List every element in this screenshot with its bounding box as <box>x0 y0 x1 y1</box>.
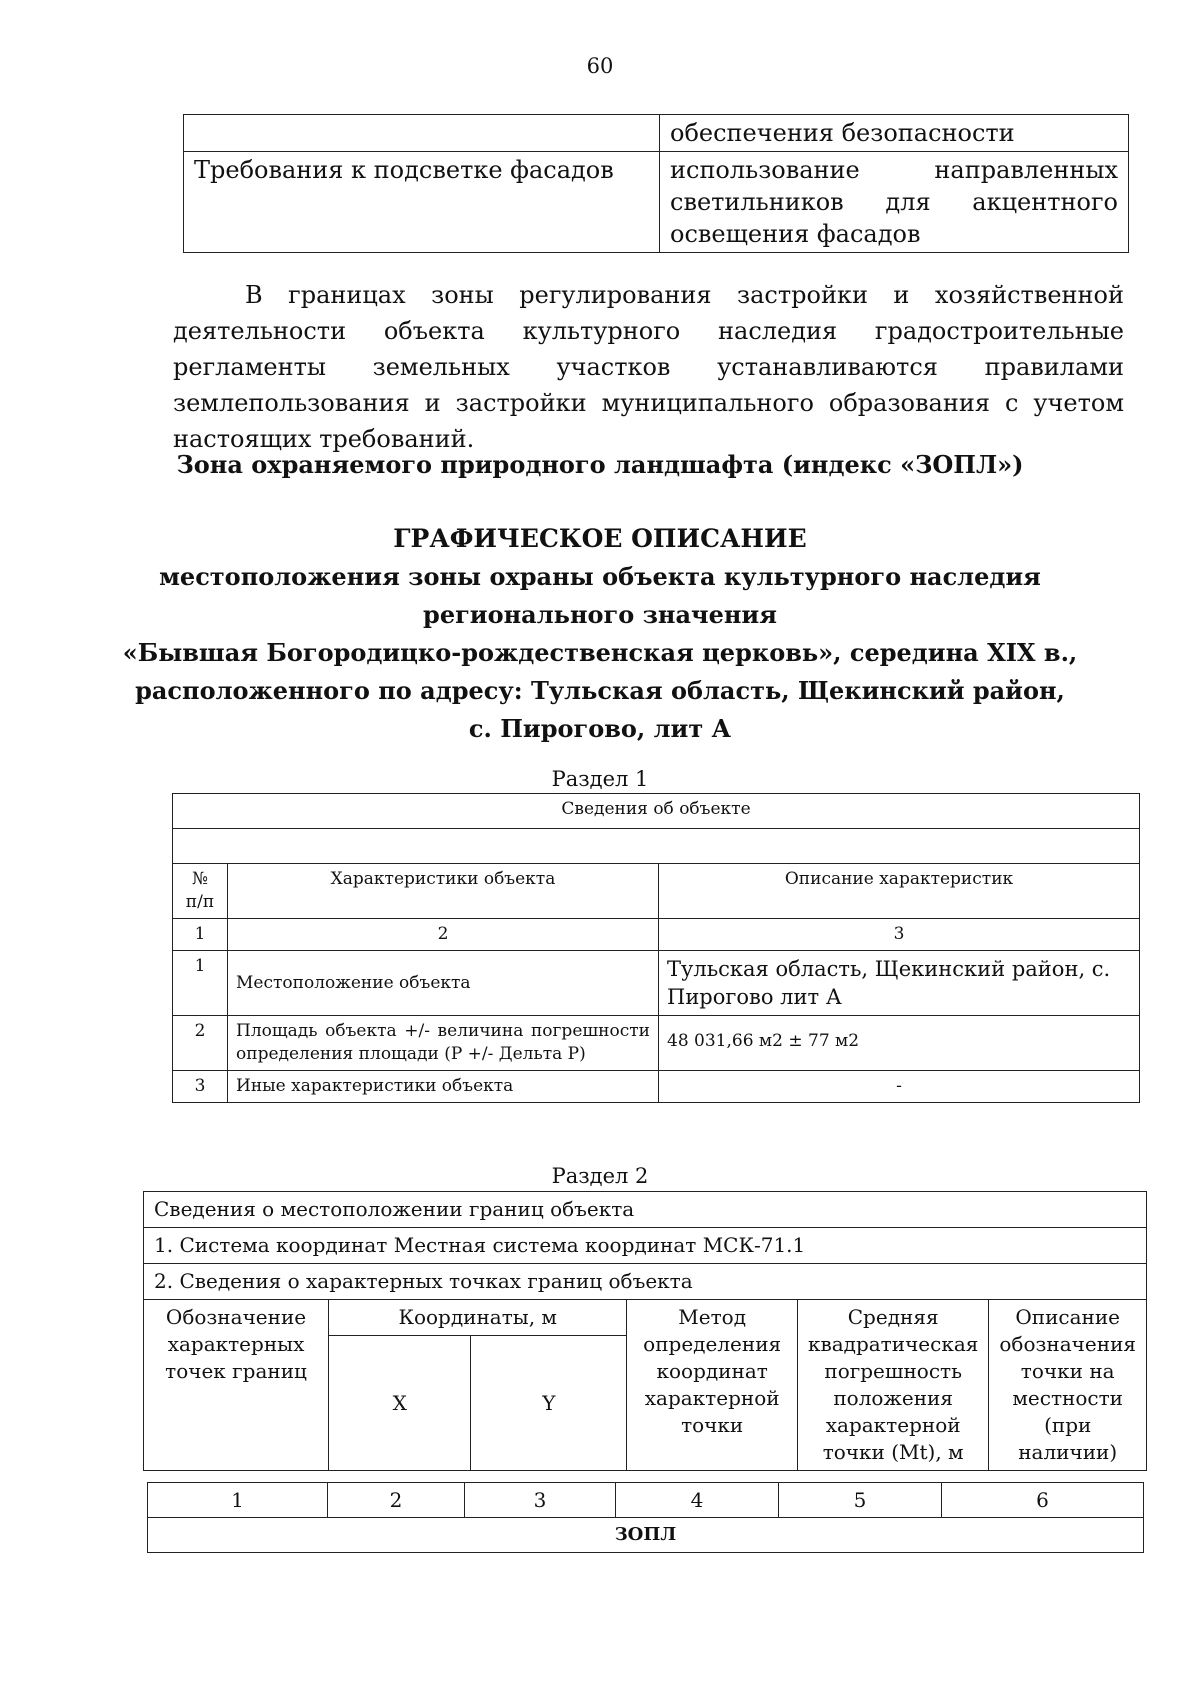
table-row <box>148 1483 1144 1518</box>
table-cell <box>173 829 1140 864</box>
facade-requirements-table <box>183 114 1129 253</box>
table-row <box>173 1071 1140 1103</box>
table-cell: обеспечения безопасности <box>660 115 1129 152</box>
column-number: 6 <box>942 1483 1144 1518</box>
table-cell <box>184 115 660 152</box>
characteristic-value: 48 031,66 м2 ± 77 м2 <box>659 1016 1140 1071</box>
table-row <box>144 1264 1147 1300</box>
section1-table <box>172 793 1140 1103</box>
column-header: Средняя квадратическая погрешность положения характерной точки (Mt), м <box>797 1300 988 1471</box>
column-header: Y <box>471 1336 627 1471</box>
table-row <box>144 1300 1147 1336</box>
heading-line: местоположения зоны охраны объекта культурного наследия <box>159 562 1041 591</box>
column-header: Описание характеристик <box>659 864 1140 919</box>
table-row <box>173 919 1140 951</box>
info-row: Сведения о местоположении границ объекта <box>144 1192 1147 1228</box>
info-row: 1. Система координат Местная система координат МСК-71.1 <box>144 1228 1147 1264</box>
column-header: Характеристики объекта <box>228 864 659 919</box>
section2-caption: Раздел 2 <box>551 1164 649 1188</box>
column-number: 2 <box>328 1483 465 1518</box>
row-number: 1 <box>173 951 228 1016</box>
characteristic-name: Площадь объекта +/- величина погрешности определения площади (Р +/- Дельта Р) <box>228 1016 659 1071</box>
table-row <box>184 115 1129 152</box>
heading: ГРАФИЧЕСКОЕ ОПИСАНИЕ <box>393 524 807 553</box>
table-cell: Требования к подсветке фасадов <box>184 152 660 253</box>
table-row <box>144 1228 1147 1264</box>
column-header: Метод определения координат характерной точки <box>627 1300 798 1471</box>
heading-line: расположенного по адресу: Тульская область, Щекинский район, <box>135 676 1065 705</box>
column-header: Обозначение характерных точек границ <box>144 1300 329 1471</box>
table-row <box>173 1016 1140 1071</box>
table-row <box>173 794 1140 829</box>
characteristic-value: Тульская область, Щекинский район, с. Пирогово лит А <box>659 951 1140 1016</box>
column-header: X <box>329 1336 471 1471</box>
section2-table <box>143 1191 1147 1471</box>
page-number: 60 <box>586 54 614 78</box>
row-number: 2 <box>173 1016 228 1071</box>
heading-line: «Бывшая Богородицко-рождественская церковь», середина XIX в., <box>122 638 1078 667</box>
table-row <box>144 1192 1147 1228</box>
column-number: 2 <box>228 919 659 951</box>
table-header: Сведения об объекте <box>173 794 1140 829</box>
column-number: 4 <box>616 1483 779 1518</box>
section1-caption: Раздел 1 <box>551 767 649 791</box>
column-header: № п/п <box>173 864 228 919</box>
characteristic-name: Местоположение объекта <box>228 951 659 1016</box>
heading-line: регионального значения <box>423 600 777 629</box>
column-number: 3 <box>465 1483 616 1518</box>
zone-title: Зона охраняемого природного ландшафта (индекс «ЗОПЛ») <box>176 450 1024 479</box>
regulation-paragraph: В границах зоны регулирования застройки и хозяйственной деятельности объекта культурного наследия градостроительные регламенты земельных участков устанавливаются правилами землепользования и застройки муниципального образования с учетом настоящих требований. <box>173 281 1124 453</box>
column-number: 3 <box>659 919 1140 951</box>
column-header: Координаты, м <box>329 1300 627 1336</box>
column-number: 5 <box>779 1483 942 1518</box>
row-number: 3 <box>173 1071 228 1103</box>
section2-points-table <box>147 1482 1144 1553</box>
table-cell <box>660 152 1129 253</box>
heading-line: с. Пирогово, лит А <box>468 714 732 743</box>
characteristic-name: Иные характеристики объекта <box>228 1071 659 1103</box>
characteristic-value: - <box>659 1071 1140 1103</box>
cell-line: освещения фасадов <box>670 220 921 248</box>
table-row <box>148 1518 1144 1553</box>
table-row <box>173 829 1140 864</box>
table-row <box>184 152 1129 253</box>
info-row: 2. Сведения о характерных точках границ объекта <box>144 1264 1147 1300</box>
graphic-description-title <box>0 520 1200 748</box>
table-row <box>173 864 1140 919</box>
table-row <box>173 951 1140 1016</box>
cell-line: использование направленных <box>670 156 1118 184</box>
cell-line: светильников для акцентного <box>670 188 1118 216</box>
column-header: Описание обозначения точки на местности (при наличии) <box>989 1300 1147 1471</box>
zone-row: ЗОПЛ <box>148 1518 1144 1553</box>
column-number: 1 <box>148 1483 328 1518</box>
column-number: 1 <box>173 919 228 951</box>
